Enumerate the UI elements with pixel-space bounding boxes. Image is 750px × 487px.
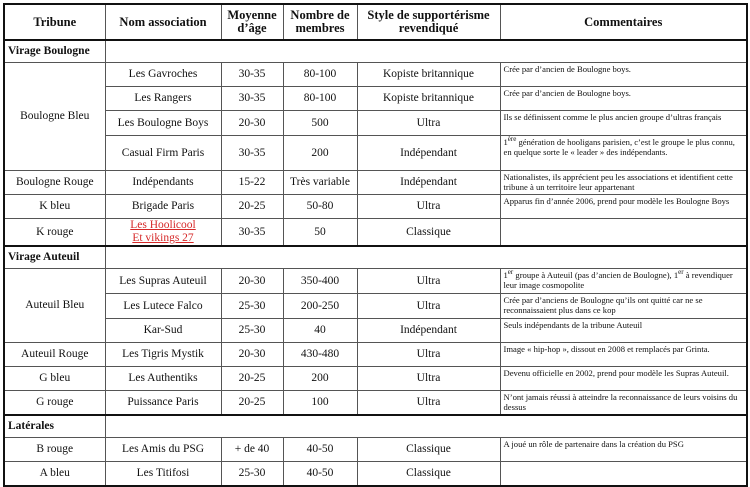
table-row <box>4 462 747 487</box>
section-filler <box>105 415 747 438</box>
header-commentaires: Commentaires <box>500 4 747 40</box>
style-cell: Kopiste britannique <box>357 87 500 111</box>
comment-sup2: er <box>678 268 684 277</box>
age-cell: 20-30 <box>221 343 283 367</box>
tribune-cell: Boulogne Rouge <box>4 171 105 195</box>
table-row <box>4 319 747 343</box>
tribune-cell: K rouge <box>4 219 105 247</box>
age-cell: 20-30 <box>221 111 283 136</box>
age-cell: 20-25 <box>221 195 283 219</box>
membres-cell: 80-100 <box>283 63 357 87</box>
header-membres: Nombre de membres <box>283 4 357 40</box>
tribune-cell: G bleu <box>4 367 105 391</box>
nom-cell: Les Supras Auteuil <box>105 269 221 294</box>
comment-sup: ère <box>507 135 517 144</box>
age-cell: 30-35 <box>221 219 283 247</box>
style-cell: Ultra <box>357 195 500 219</box>
associations-table <box>3 3 748 487</box>
nom-cell: Indépendants <box>105 171 221 195</box>
tribune-cell: B rouge <box>4 438 105 462</box>
tribune-cell: A bleu <box>4 462 105 487</box>
nom-cell: Les Amis du PSG <box>105 438 221 462</box>
nom-cell: Les Boulogne Boys <box>105 111 221 136</box>
nom-cell: Les Gavroches <box>105 63 221 87</box>
comment-cell: Seuls indépendants de la tribune Auteuil <box>500 319 747 343</box>
age-cell: 20-25 <box>221 367 283 391</box>
age-cell: 25-30 <box>221 319 283 343</box>
membres-cell: 40 <box>283 319 357 343</box>
style-cell: Ultra <box>357 367 500 391</box>
membres-cell: 50-80 <box>283 195 357 219</box>
comment-text: génération de hooligans parisien, c’est le groupe le plus connu, en quelque sorte le « leader » des indépendants. <box>503 137 735 157</box>
comment-cell: Apparus fin d’année 2006, prend pour modèle les Boulogne Boys <box>500 195 747 219</box>
comment-cell <box>500 136 747 171</box>
comment-cell: Crée par d’ancien de Boulogne boys. <box>500 63 747 87</box>
comment-cell: Nationalistes, ils apprécient peu les associations et identifient cette tribune à un territoire leur appartenant <box>500 171 747 195</box>
nom-cell: Les Lutece Falco <box>105 294 221 319</box>
header-tribune: Tribune <box>4 4 105 40</box>
membres-cell: 500 <box>283 111 357 136</box>
table-row <box>4 219 747 247</box>
comment-post: à revendiquer leur image cosmopolite <box>503 270 733 290</box>
table-row <box>4 136 747 171</box>
section-auteuil: Virage Auteuil <box>4 246 105 269</box>
membres-cell: 40-50 <box>283 462 357 487</box>
age-cell: + de 40 <box>221 438 283 462</box>
comment-cell: Crée par d’ancien de Boulogne boys. <box>500 87 747 111</box>
vikings-link[interactable]: Et vikings 27 <box>132 232 194 244</box>
style-cell: Ultra <box>357 343 500 367</box>
tribune-cell: G rouge <box>4 391 105 416</box>
header-style: Style de supportérisme revendiqué <box>357 4 500 40</box>
style-cell: Indépendant <box>357 136 500 171</box>
comment-text: groupe à Auteuil (pas d’ancien de Boulogne), 1 <box>513 270 679 280</box>
nom-cell: Brigade Paris <box>105 195 221 219</box>
hoolicool-link[interactable]: Les Hoolicool <box>130 219 196 231</box>
table-row <box>4 63 747 87</box>
header-nom: Nom association <box>105 4 221 40</box>
tribune-cell: Auteuil Bleu <box>4 269 105 343</box>
section-laterales: Latérales <box>4 415 105 438</box>
style-cell: Ultra <box>357 111 500 136</box>
nom-cell[interactable] <box>105 219 221 247</box>
membres-cell: 80-100 <box>283 87 357 111</box>
age-cell: 30-35 <box>221 87 283 111</box>
section-filler <box>105 246 747 269</box>
comment-num: 1 <box>503 270 508 280</box>
nom-cell: Les Tigris Mystik <box>105 343 221 367</box>
membres-cell: Très variable <box>283 171 357 195</box>
style-cell: Ultra <box>357 294 500 319</box>
comment-cell: Devenu officielle en 2002, prend pour modèle les Supras Auteuil. <box>500 367 747 391</box>
membres-cell: 350-400 <box>283 269 357 294</box>
comment-cell <box>500 219 747 247</box>
table-row <box>4 294 747 319</box>
section-boulogne: Virage Boulogne <box>4 40 105 63</box>
age-cell: 25-30 <box>221 294 283 319</box>
header-age: Moyenne d’âge <box>221 4 283 40</box>
table-row <box>4 195 747 219</box>
table-row <box>4 171 747 195</box>
table-row <box>4 87 747 111</box>
comment-num: 1 <box>503 137 508 147</box>
membres-cell: 430-480 <box>283 343 357 367</box>
age-cell: 20-25 <box>221 391 283 416</box>
nom-cell: Les Authentiks <box>105 367 221 391</box>
age-cell: 30-35 <box>221 63 283 87</box>
age-cell: 15-22 <box>221 171 283 195</box>
age-cell: 30-35 <box>221 136 283 171</box>
section-row <box>4 40 747 63</box>
tribune-cell: Auteuil Rouge <box>4 343 105 367</box>
table-container <box>3 3 746 487</box>
age-cell: 20-30 <box>221 269 283 294</box>
style-cell: Indépendant <box>357 319 500 343</box>
section-filler <box>105 40 747 63</box>
style-cell: Ultra <box>357 391 500 416</box>
style-cell: Classique <box>357 219 500 247</box>
table-row <box>4 391 747 416</box>
membres-cell: 40-50 <box>283 438 357 462</box>
table-row <box>4 343 747 367</box>
nom-cell: Kar-Sud <box>105 319 221 343</box>
table-row <box>4 111 747 136</box>
table-row <box>4 438 747 462</box>
comment-cell: Ils se définissent comme le plus ancien groupe d’ultras français <box>500 111 747 136</box>
section-row <box>4 246 747 269</box>
comment-cell: N’ont jamais réussi à atteindre la reconnaissance de leurs voisins du dessus <box>500 391 747 416</box>
membres-cell: 100 <box>283 391 357 416</box>
membres-cell: 200 <box>283 136 357 171</box>
comment-cell: A joué un rôle de partenaire dans la création du PSG <box>500 438 747 462</box>
nom-cell: Puissance Paris <box>105 391 221 416</box>
section-row <box>4 415 747 438</box>
table-row <box>4 269 747 294</box>
comment-sup: er <box>507 268 514 277</box>
comment-cell <box>500 269 747 294</box>
tribune-cell: Boulogne Bleu <box>4 63 105 171</box>
nom-cell: Les Rangers <box>105 87 221 111</box>
comment-cell: Image « hip-hop », dissout en 2008 et remplacés par Grinta. <box>500 343 747 367</box>
header-row <box>4 4 747 40</box>
nom-cell: Les Titifosi <box>105 462 221 487</box>
style-cell: Kopiste britannique <box>357 63 500 87</box>
table-row <box>4 367 747 391</box>
membres-cell: 50 <box>283 219 357 247</box>
style-cell: Indépendant <box>357 171 500 195</box>
membres-cell: 200-250 <box>283 294 357 319</box>
style-cell: Classique <box>357 462 500 487</box>
style-cell: Classique <box>357 438 500 462</box>
tribune-cell: K bleu <box>4 195 105 219</box>
nom-cell: Casual Firm Paris <box>105 136 221 171</box>
membres-cell: 200 <box>283 367 357 391</box>
age-cell: 25-30 <box>221 462 283 487</box>
style-cell: Ultra <box>357 269 500 294</box>
comment-cell <box>500 462 747 487</box>
comment-cell: Crée par d’anciens de Boulogne qu’ils ont quitté car ne se reconnaissaient plus dans ce kop <box>500 294 747 319</box>
